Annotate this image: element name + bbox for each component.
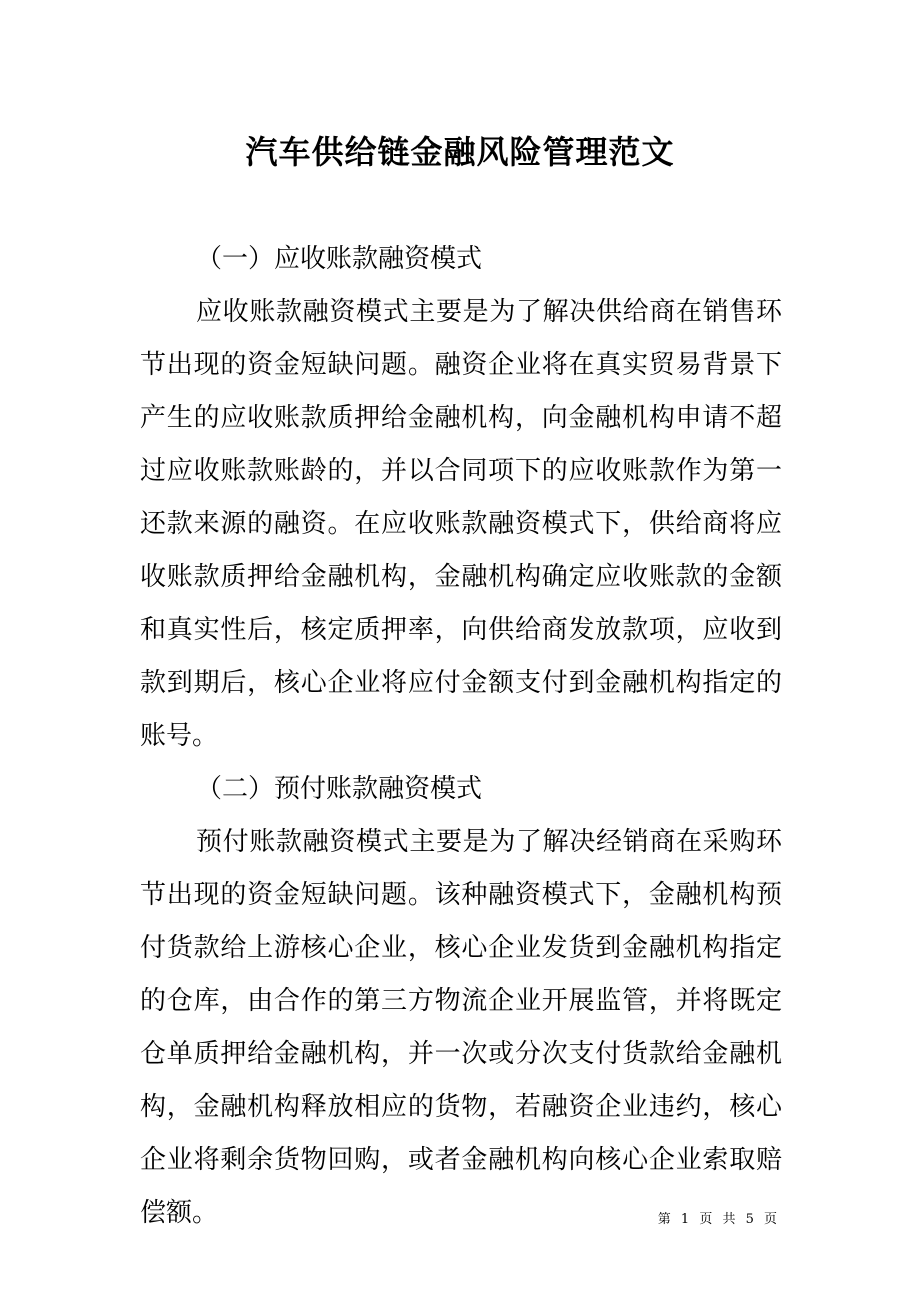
section-heading-2: （二）预付账款融资模式 — [196, 774, 483, 804]
page-number-footer: 第 1 页 共 5 页 — [657, 1212, 780, 1227]
document-body — [140, 233, 782, 1240]
section-paragraph-2: 预付账款融资模式主要是为了解决经销商在采购环节出现的资金短缺问题。该种融资模式下，金融机构预付货款给上游核心企业，核心企业发货到金融机构指定的仓库，由合作的第三方物流企业开展监管，并将既定仓单质押给金融机构，并一次或分次支付货款给金融机构，金融机构释放相应的货物，若融资企业违约，核心企业将剩余货物回购，或者金融机构向核心企业索取赔偿额。 — [140, 827, 782, 1228]
section-paragraph-1: 应收账款融资模式主要是为了解决供给商在销售环节出现的资金短缺问题。融资企业将在真实贸易背景下产生的应收账款质押给金融机构，向金融机构申请不超过应收账款账龄的，并以合同项下的应收账款作为第一还款来源的融资。在应收账款融资模式下，供给商将应收账款质押给金融机构，金融机构确定应收账款的金额和真实性后，核定质押率，向供给商发放款项，应收到款到期后，核心企业将应付金额支付到金融机构指定的账号。 — [140, 297, 782, 751]
section-heading-1: （一）应收账款融资模式 — [196, 244, 483, 274]
document-title: 汽车供给链金融风险管理范文 — [245, 133, 675, 171]
